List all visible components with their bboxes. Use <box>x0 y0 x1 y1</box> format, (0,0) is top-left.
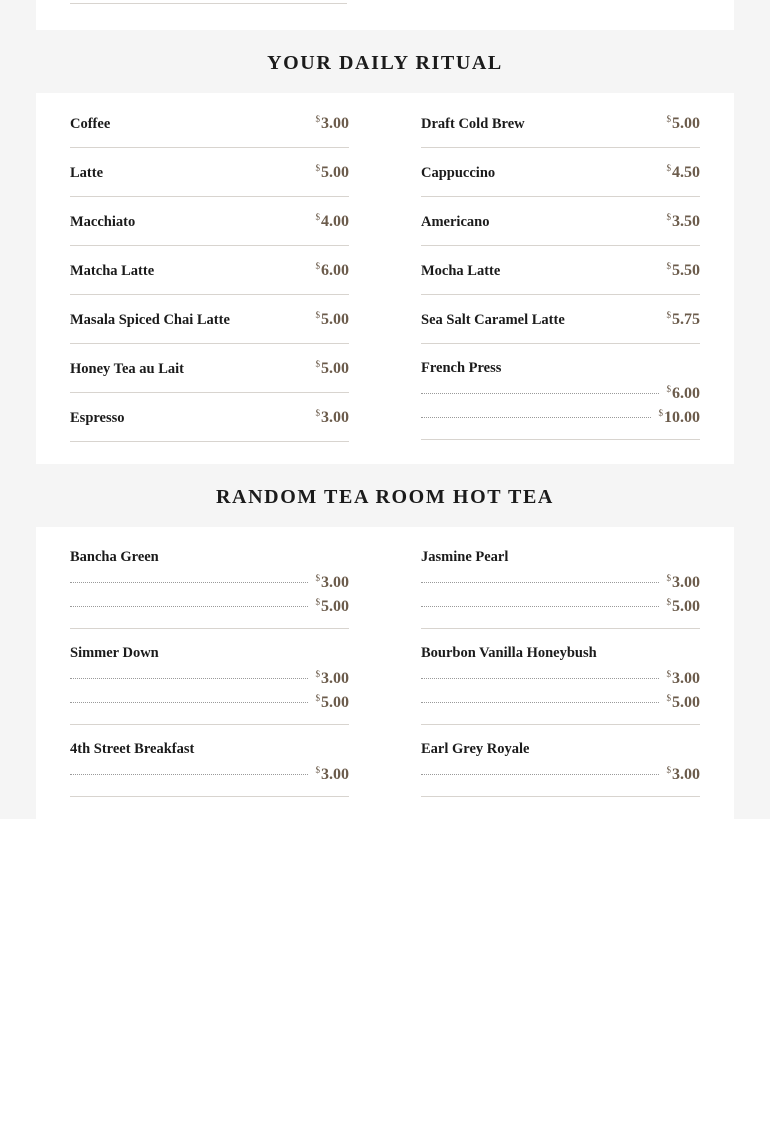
currency-symbol: $ <box>315 163 320 173</box>
menu-item-row <box>70 311 349 331</box>
menu-item-name: Jasmine Pearl <box>421 549 509 565</box>
divider <box>70 294 349 295</box>
menu-item <box>421 115 700 148</box>
price-amount: 3.00 <box>321 766 349 783</box>
divider <box>70 147 349 148</box>
price-amount: 5.00 <box>321 360 349 377</box>
currency-symbol: $ <box>666 765 671 775</box>
price-amount: 5.00 <box>321 311 349 328</box>
menu-item <box>70 311 349 344</box>
price <box>667 213 701 231</box>
dotted-leader <box>421 702 659 703</box>
price <box>316 574 350 592</box>
divider <box>421 439 700 440</box>
dotted-leader <box>421 393 659 394</box>
price-amount: 3.00 <box>321 574 349 591</box>
menu-item-name: Sea Salt Caramel Latte <box>421 312 565 328</box>
divider <box>421 796 700 797</box>
divider <box>70 796 349 797</box>
menu-item-name: Masala Spiced Chai Latte <box>70 312 230 328</box>
price <box>667 164 701 182</box>
menu-column <box>70 115 349 446</box>
currency-symbol: $ <box>666 163 671 173</box>
currency-symbol: $ <box>666 573 671 583</box>
dotted-leader <box>70 702 308 703</box>
price-amount: 5.00 <box>672 598 700 615</box>
price-leader-row <box>421 409 700 427</box>
menu-item-row <box>421 164 700 184</box>
menu-item <box>421 741 700 797</box>
dotted-leader <box>70 606 308 607</box>
divider <box>70 196 349 197</box>
price-leader-row <box>421 670 700 688</box>
menu-item-name: Cappuccino <box>421 165 496 181</box>
menu-item-name: Matcha Latte <box>70 263 155 279</box>
price-amount: 5.00 <box>321 598 349 615</box>
menu-column <box>70 549 349 801</box>
menu-item <box>70 164 349 197</box>
price-amount: 5.00 <box>672 694 700 711</box>
menu-item-name: Macchiato <box>70 214 136 230</box>
menu-item <box>421 549 700 629</box>
price <box>316 164 350 182</box>
price-amount: 3.00 <box>672 670 700 687</box>
divider <box>421 343 700 344</box>
price-leader-row <box>421 598 700 616</box>
menu-column <box>421 115 700 446</box>
menu-item-name: Simmer Down <box>70 645 159 661</box>
price-leader-row <box>421 766 700 784</box>
currency-symbol: $ <box>315 693 320 703</box>
menu-item-row <box>70 360 349 380</box>
menu-item-row <box>70 164 349 184</box>
price-leader-row <box>70 694 349 712</box>
currency-symbol: $ <box>666 261 671 271</box>
menu-item-row <box>421 262 700 282</box>
dotted-leader <box>70 774 308 775</box>
divider <box>70 628 349 629</box>
price-leader-row <box>421 385 700 403</box>
price-leader-row <box>70 598 349 616</box>
menu-item-row <box>421 115 700 135</box>
price-leader-row <box>70 670 349 688</box>
price <box>667 598 701 616</box>
currency-symbol: $ <box>315 310 320 320</box>
price-amount: 5.00 <box>672 115 700 132</box>
price <box>667 311 701 329</box>
currency-symbol: $ <box>315 669 320 679</box>
currency-symbol: $ <box>666 310 671 320</box>
divider <box>421 245 700 246</box>
divider <box>70 3 347 4</box>
price <box>316 262 350 280</box>
divider <box>421 196 700 197</box>
currency-symbol: $ <box>315 261 320 271</box>
price-leader-row <box>70 766 349 784</box>
currency-symbol: $ <box>315 212 320 222</box>
currency-symbol: $ <box>315 597 320 607</box>
price-amount: 3.50 <box>672 213 700 230</box>
price-leader-row <box>70 574 349 592</box>
price-amount: 5.50 <box>672 262 700 279</box>
menu-item <box>70 115 349 148</box>
dotted-leader <box>70 678 308 679</box>
menu-columns <box>70 115 700 446</box>
price <box>667 115 701 133</box>
price <box>667 262 701 280</box>
dotted-leader <box>421 606 659 607</box>
menu-item-name: Draft Cold Brew <box>421 116 525 132</box>
dotted-leader <box>70 582 308 583</box>
currency-symbol: $ <box>315 114 320 124</box>
menu-item-name: Americano <box>421 214 490 230</box>
price <box>667 766 701 784</box>
divider <box>70 724 349 725</box>
menu-item-name: French Press <box>421 360 502 376</box>
price-amount: 6.00 <box>672 385 700 402</box>
menu-item-name: Earl Grey Royale <box>421 741 530 757</box>
menu-item-row <box>70 409 349 429</box>
price-amount: 3.00 <box>321 670 349 687</box>
menu-item <box>421 262 700 295</box>
menu-item <box>70 409 349 442</box>
menu-item <box>70 262 349 295</box>
currency-symbol: $ <box>666 693 671 703</box>
menu-sections <box>0 30 770 819</box>
menu-item <box>70 213 349 246</box>
menu-item-name: Espresso <box>70 410 125 426</box>
currency-symbol: $ <box>658 408 663 418</box>
price <box>667 694 701 712</box>
currency-symbol: $ <box>666 212 671 222</box>
price-leader-row <box>421 574 700 592</box>
price-amount: 5.00 <box>321 694 349 711</box>
price <box>316 311 350 329</box>
menu-item-name: Coffee <box>70 116 111 132</box>
price-amount: 3.00 <box>321 115 349 132</box>
price-amount: 4.50 <box>672 164 700 181</box>
divider <box>70 441 349 442</box>
currency-symbol: $ <box>315 408 320 418</box>
currency-symbol: $ <box>315 359 320 369</box>
dotted-leader <box>421 417 651 418</box>
price-amount: 3.00 <box>672 766 700 783</box>
price-amount: 5.00 <box>321 164 349 181</box>
price-amount: 10.00 <box>664 409 700 426</box>
dotted-leader <box>421 678 659 679</box>
price-leader-row <box>421 694 700 712</box>
divider <box>70 245 349 246</box>
menu-item <box>70 549 349 629</box>
menu-item-name: Honey Tea au Lait <box>70 361 185 377</box>
currency-symbol: $ <box>315 765 320 775</box>
menu-item-name: Mocha Latte <box>421 263 501 279</box>
price <box>316 115 350 133</box>
menu-item-row <box>70 213 349 233</box>
dotted-leader <box>421 582 659 583</box>
price-amount: 5.75 <box>672 311 700 328</box>
divider <box>421 724 700 725</box>
price <box>316 670 350 688</box>
divider <box>70 392 349 393</box>
menu-columns <box>70 549 700 801</box>
price-amount: 3.00 <box>672 574 700 591</box>
section-band <box>0 30 770 464</box>
section-title: YOUR DAILY RITUAL <box>267 52 503 74</box>
menu-column <box>421 549 700 801</box>
menu-item <box>421 311 700 344</box>
previous-section-band <box>0 0 770 30</box>
price <box>667 574 701 592</box>
price <box>316 360 350 378</box>
menu-item-row <box>421 311 700 331</box>
menu-item <box>421 213 700 246</box>
divider <box>70 343 349 344</box>
section-card <box>36 93 734 464</box>
currency-symbol: $ <box>315 573 320 583</box>
menu-item-name: Bancha Green <box>70 549 159 565</box>
menu-item <box>421 164 700 197</box>
menu-item-row <box>70 262 349 282</box>
menu-item <box>70 645 349 725</box>
menu-item <box>421 645 700 725</box>
currency-symbol: $ <box>666 669 671 679</box>
price <box>316 598 350 616</box>
menu-item-row <box>70 115 349 135</box>
previous-section-card <box>36 0 734 30</box>
currency-symbol: $ <box>666 114 671 124</box>
menu-item-name: Bourbon Vanilla Honeybush <box>421 645 597 661</box>
dotted-leader <box>421 774 659 775</box>
menu-item-name: Latte <box>70 165 104 181</box>
price-amount: 4.00 <box>321 213 349 230</box>
currency-symbol: $ <box>666 384 671 394</box>
price <box>316 213 350 231</box>
divider <box>421 294 700 295</box>
divider <box>421 628 700 629</box>
price <box>659 409 701 427</box>
section-title: RANDOM TEA ROOM HOT TEA <box>216 486 554 508</box>
price-amount: 3.00 <box>321 409 349 426</box>
menu-item <box>421 360 700 440</box>
menu-item-name: 4th Street Breakfast <box>70 741 195 757</box>
divider <box>421 147 700 148</box>
price-amount: 6.00 <box>321 262 349 279</box>
section-band <box>0 464 770 819</box>
price <box>667 670 701 688</box>
menu-item-row <box>421 213 700 233</box>
price <box>316 694 350 712</box>
currency-symbol: $ <box>666 597 671 607</box>
menu-item <box>70 360 349 393</box>
price <box>316 409 350 427</box>
menu-item <box>70 741 349 797</box>
price <box>316 766 350 784</box>
price <box>667 385 701 403</box>
section-card <box>36 527 734 819</box>
